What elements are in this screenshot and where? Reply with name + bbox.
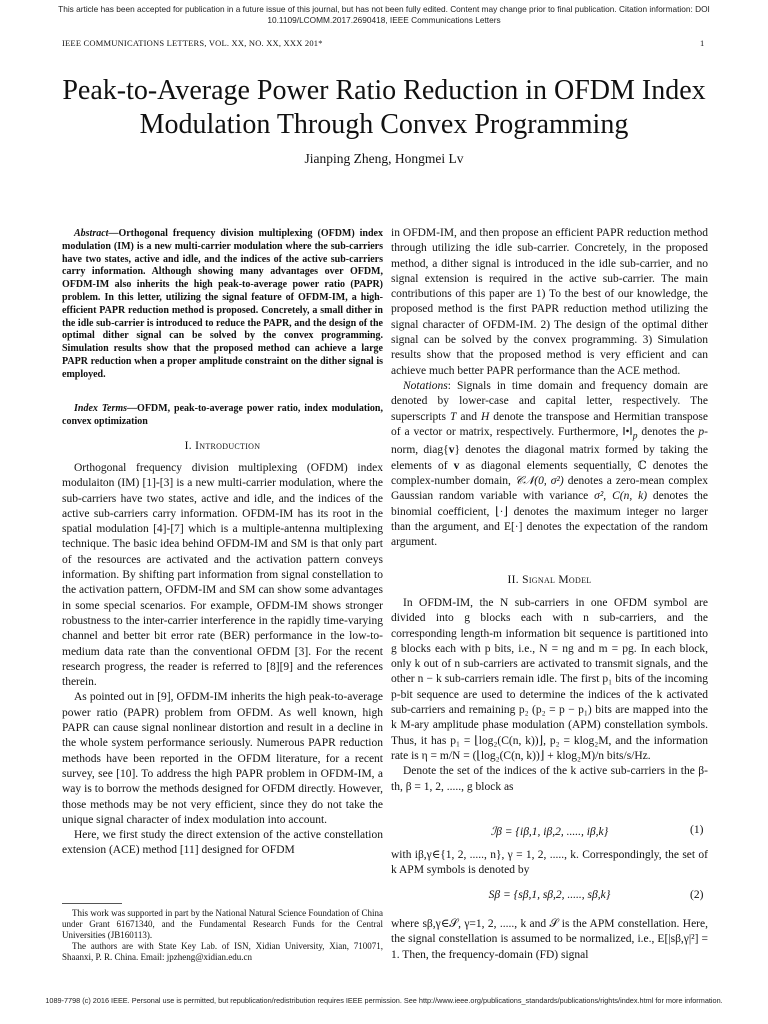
- index-terms: [62, 403, 383, 429]
- text-run: ,: [603, 490, 613, 503]
- paragraph: where sβ,γ∈𝒮, γ=1, 2, ....., k and 𝒮 is the APM constellation. Here, the signal constellation is assumed to be normalized, i.e., E[|sβ,γ|²] = 1. Then, the frequency-domain (FD) signal: [391, 918, 708, 961]
- paragraph: Denote the set of the indices of the k active sub-carriers in the β-th, β = 1, 2, ....., g block as: [391, 765, 708, 793]
- text-run: denotes the binomial coefficient,: [391, 490, 708, 518]
- math-symbol: p: [698, 425, 705, 438]
- footnote: [62, 908, 383, 963]
- equation-2: Sβ = {sβ,1, sβ,2, ....., sβ,k}: [488, 889, 611, 901]
- index-terms-label: Index Terms: [74, 403, 128, 414]
- math-symbol: p: [632, 430, 638, 442]
- paper-title: Peak-to-Average Power Ratio Reduction in OFDM Index Modulation Through Convex Programming: [62, 75, 706, 140]
- text-run: as diagonal elements sequentially, ℂ denotes the complex-number domain,: [391, 459, 708, 488]
- equation-1: ℐβ = {iβ,1, iβ,2, ....., iβ,k}: [490, 826, 609, 838]
- paragraph: In OFDM-IM, the N sub-carriers in one OFDM symbol are divided into g blocks each with n sub-carriers, and the corresponding length-m information bit sequence is partitioned into g blocks each with p bits, i.e., N = ng and m = pg. In each block, only k out of n sub-carriers are activated to transmit signals, and the other n − k sub-carriers remain idle. The first p₁ bits of the incoming p-bit sequence are used to determine the indices of the k activated sub-carriers and remaining p₂ (p₂ = p − p₁) bits are mapped into the k M-ary amplitude phase modulation (APM) constellation symbols. Thus, it has p₁ = ⌊log₂(C(n, k))⌋, p₂ = klog₂M, and the information rate is η = m/N = (⌊log₂(C(n, k))⌋ + klog₂M)/n bits/s/Hz.: [391, 597, 708, 762]
- footnote-funding: This work was supported in part by the National Natural Science Foundation of China under Grant 61671340, and the Fundamental Research Funds for the Central Universities (JB160113).: [62, 908, 383, 940]
- footnote-affiliation: The authors are with State Key Lab. of ISN, Xidian University, Xian, 710071, Shaanxi, P. R. China. Email: jpzheng@xidian.edu.cn: [62, 941, 383, 962]
- signal-model-body-2: [391, 848, 708, 879]
- math-symbol: ‖•‖: [622, 425, 633, 438]
- abstract-label: Abstract: [74, 228, 109, 239]
- section-heading-introduction: I. Introduction: [184, 440, 261, 452]
- publication-notice: This article has been accepted for publication in a future issue of this journal, but has not been fully edited. Content may change prior to final publication. Citation information: DOI 10.1109/LCOMM.2017.2690418, IEEE Communications Letters: [58, 4, 710, 25]
- authors: Jianping Zheng, Hongmei Lv: [304, 151, 464, 166]
- page-number: 1: [700, 38, 705, 48]
- signal-model-body-3: [391, 917, 708, 963]
- text-run: : Signals in time domain and frequency domain are denoted by lower-case and capital letter, respectively. The superscripts: [391, 379, 708, 423]
- text-run: -norm, diag{: [391, 425, 708, 457]
- math-symbol: v: [453, 459, 460, 472]
- paragraph: with iβ,γ∈{1, 2, ....., n}, γ = 1, 2, ....., k. Correspondingly, the set of k APM symbols is denoted by: [391, 849, 708, 877]
- notations-paragraph: [391, 379, 708, 551]
- copyright-footer: 1089-7798 (c) 2016 IEEE. Personal use is permitted, but republication/redistribution requires IEEE permission. See http://www.ieee.org/publications_standards/publications/rights/index.html for more information.: [45, 996, 723, 1005]
- math-symbol: ⌊·⌋: [495, 505, 508, 518]
- text-run: denotes the: [637, 425, 699, 438]
- text-run: denotes the maximum integer no larger than the argument, and E[·] denotes the expectation of the random argument.: [391, 505, 708, 549]
- math-symbol: C(n, k): [612, 490, 648, 503]
- text-run: denotes a zero-mean complex Gaussian random variable with variance: [391, 475, 708, 503]
- math-symbol: H: [480, 410, 490, 423]
- text-run: } denotes the diagonal matrix formed by taking the elements of: [391, 444, 708, 472]
- footnote-rule: [62, 903, 122, 904]
- section-heading-signal-model: II. Signal Model: [507, 574, 592, 586]
- paragraph: As pointed out in [9], OFDM-IM inherits the high peak-to-average power ratio (PAPR) problem from OFDM. As well known, high PAPR can cause signal nonlinear distortion and result in a decline in the whole system performance seriously. Numerous PAPR reduction methods have been reported in the OFDM literature, for a recent survey, see [10]. To address the high PAPR problem in OFDM-IM, a way is to borrow the methods designed for OFDM directly. However, those methods may be not very efficient, since they do not take the unique signal character of index modulation into account.: [62, 691, 383, 826]
- equation-2-number: (2): [690, 889, 704, 901]
- running-header: IEEE COMMUNICATIONS LETTERS, VOL. XX, NO. XX, XXX 201*: [62, 38, 323, 48]
- text-run: denote the transpose and Hermitian transpose of a vector or matrix, respectively. Furthermore,: [391, 410, 708, 438]
- abstract: [62, 228, 383, 382]
- notations-label: Notations: [403, 379, 448, 392]
- introduction-body: [62, 461, 383, 859]
- equation-1-number: (1): [690, 824, 704, 836]
- paragraph: Orthogonal frequency division multiplexing (OFDM) index modulaiton (IM) [1]-[3] is a new multi-carrier modulation, where the sub-carriers have two states, active and idle, and the indices of the active sub-carriers carry information. OFDM-IM has its root in the spatial modulation [4]-[7] which is a multiple-antenna multiplexing technique. The basic idea behind OFDM-IM and SM is that only part of the resources are activated and the activation pattern conveys information. By shifting part information from signal constellation to the activation pattern, OFDM-IM and SM can show some advantages in some special scenarios. For example, OFDM-IM shows stronger robustness to the inter-carrier interference in the rapidly time-varying channel and better bit error rate (BER) performance in the low-to-medium data rate than the conventional OFDM [3]. For the recent research progress, the reader is referred to [8][9] and the references therein.: [62, 462, 383, 689]
- math-symbol: 𝒞𝒩(0, σ²): [514, 475, 564, 488]
- math-symbol: v: [448, 444, 455, 457]
- paragraph: Here, we first study the direct extension of the active constellation extension (ACE) method [11] designed for OFDM: [62, 829, 383, 857]
- paragraph: in OFDM-IM, and then propose an efficient PAPR reduction method through utilizing the idle sub-carrier. Concretely, in the proposed method, a dither signal is introduced in the idle sub-carrier, and no signal extension is required in the active sub-carrier. The main contributions of this paper are 1) To the best of our knowledge, the proposed method is the first PAPR reduction method utilizing the signal character of OFDM-IM. 2) The design of the optimal dither signal can be solved by the convex programming. 3) Simulation results show that the proposed method is very efficient and can achieve much better PAPR performance than the ACE method.: [391, 227, 708, 377]
- abstract-text: —Orthogonal frequency division multiplexing (OFDM) index modulation (IM) is a new multi-carrier modulation where the sub-carriers have two states, active and idle, and the indices of the active sub-carriers carry information. Although showing many advantages over OFDM, OFDM-IM also inherits the high peak-to-average power ratio (PAPR) problem. In this letter, utilizing the signal feature of OFDM-IM, a high-efficient PAPR reduction method is proposed. Concretely, a small dither in the idle sub-carrier is introduced to reduce the PAPR, and the design of the optimal dither signal can be solved by the convex programming. Simulation results show that the proposed method can achieve a large PAPR reduction when a proper amplitude constraint on the dither signal is employed.: [62, 228, 383, 380]
- introduction-continued: [391, 226, 708, 551]
- text-run: and: [456, 410, 481, 423]
- math-symbol: σ²: [594, 490, 604, 503]
- index-terms-text: —OFDM, peak-to-average power ratio, index modulation, convex optimization: [62, 403, 383, 427]
- math-symbol: T: [449, 410, 457, 423]
- signal-model-body: [391, 596, 708, 795]
